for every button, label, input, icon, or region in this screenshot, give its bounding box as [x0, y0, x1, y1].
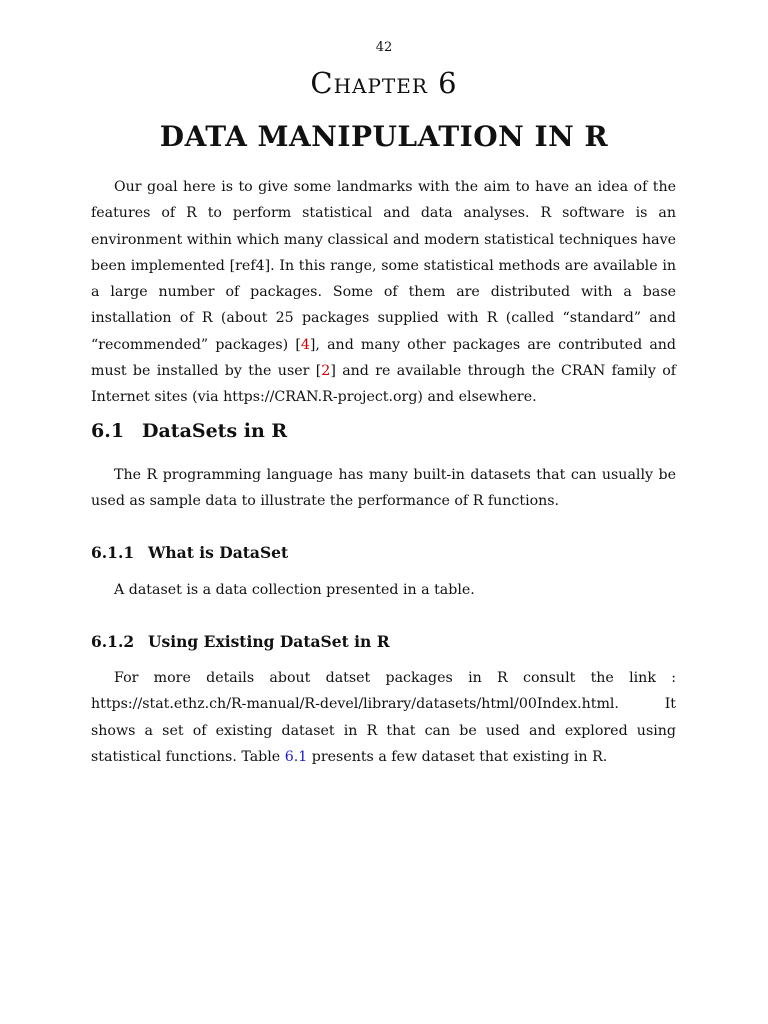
chapter-label: Chapter 6 — [310, 66, 458, 100]
section-6-1-text: The R programming language has many built-in datasets that can usually be used as sample data to illustrate the performance of R functions. — [91, 467, 676, 510]
subsection-title: Using Existing DataSet in R — [148, 632, 390, 651]
intro-text-2: ], and many other packages are contributed and must be installed by the user [ — [91, 336, 676, 380]
section-6-1-2-text-2: presents a few dataset that existing in R. — [307, 748, 608, 765]
table-reference-link[interactable]: 6.1 — [284, 748, 308, 765]
page-number: 42 — [375, 40, 393, 55]
subsection-number: 6.1.2 — [91, 632, 135, 651]
intro-paragraph — [91, 174, 676, 411]
section-heading-6-1-1 — [91, 543, 288, 562]
intro-text-1: Our goal here is to give some landmarks with the aim to have an idea of the features of R to perform statistical and data analyses. R software is an environment within which many classical and modern statistical techniques have been implemented [ref4]. In this range, some statistical methods are available in a large number of packages. Some of them are distributed with a base installation of R (about 25 packages supplied with R (called “standard” and “recommended” packages) [ — [91, 179, 676, 353]
section-heading-6-1 — [91, 420, 287, 442]
citation-link-2[interactable]: 2 — [321, 363, 331, 380]
section-number: 6.1 — [91, 420, 125, 442]
section-6-1-paragraph — [91, 462, 676, 515]
citation-link-4[interactable]: 4 — [300, 336, 310, 353]
subsection-number: 6.1.1 — [91, 543, 135, 562]
section-6-1-1-paragraph — [91, 577, 676, 603]
chapter-title: DATA MANIPULATION IN R — [159, 120, 609, 153]
intro-text-3: ] and re available through the CRAN family of Internet sites (via https://CRAN.R-project.org) and elsewhere. — [91, 363, 676, 406]
section-heading-6-1-2 — [91, 632, 390, 651]
section-6-1-2-paragraph — [91, 665, 676, 770]
section-title: DataSets in R — [142, 420, 288, 442]
subsection-title: What is DataSet — [148, 543, 289, 562]
section-6-1-2-text-1: For more details about datset packages in R consult the link : https://stat.ethz.ch/R-manual/R-devel/library/datasets/html/00Index.html. It shows a set of existing dataset in R that can be used and explored using statistical functions. Table — [91, 670, 676, 765]
section-6-1-1-text: A dataset is a data collection presented in a table. — [114, 582, 475, 598]
